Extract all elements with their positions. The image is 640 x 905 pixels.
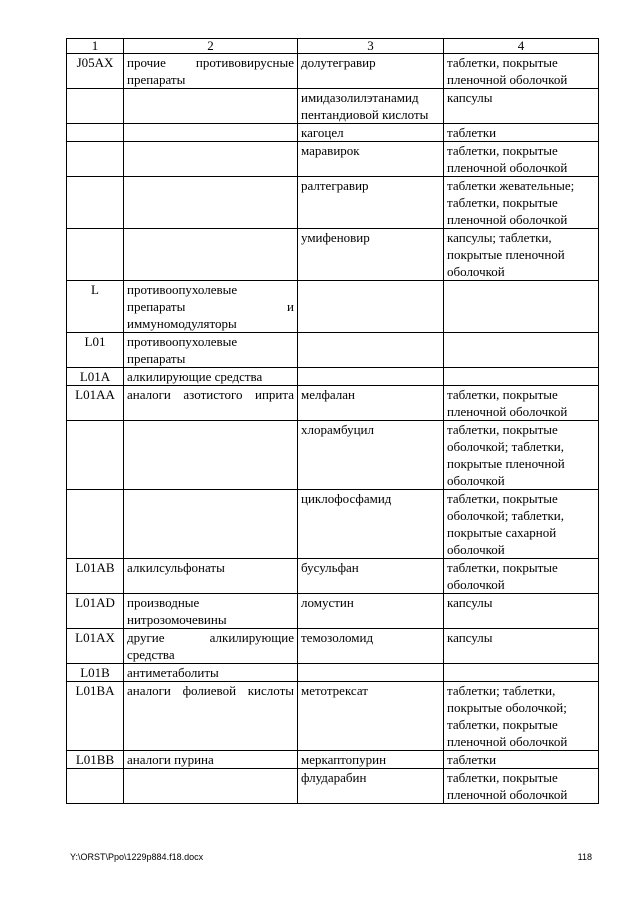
table-row <box>67 386 599 421</box>
dosage-form-cell <box>444 664 599 682</box>
drug-name-cell: темозоломид <box>298 629 444 664</box>
column-header-4: 4 <box>444 39 599 54</box>
table-row <box>67 490 599 559</box>
footer-file-path: Y:\ORST\Ppo\1229p884.f18.docx <box>70 852 204 862</box>
dosage-form-cell: таблетки, покрытые пленочной оболочкой <box>444 386 599 421</box>
drug-name-cell: маравирок <box>298 142 444 177</box>
column-header-1: 1 <box>67 39 124 54</box>
table-row <box>67 664 599 682</box>
atc-code-cell: J05AX <box>67 54 124 89</box>
group-name-cell: другие алкилирующие средства <box>124 629 298 664</box>
atc-code-cell <box>67 142 124 177</box>
group-name-cell: противоопухолевые препараты и иммуномодуляторы <box>124 281 298 333</box>
table-row <box>67 124 599 142</box>
table-row <box>67 177 599 229</box>
table-row <box>67 769 599 804</box>
atc-code-cell: L01AA <box>67 386 124 421</box>
table-row <box>67 559 599 594</box>
drug-name-cell: умифеновир <box>298 229 444 281</box>
table-row <box>67 368 599 386</box>
drug-list-table <box>66 38 599 804</box>
group-name-cell: прочие противовирусные препараты <box>124 54 298 89</box>
table-row <box>67 281 599 333</box>
drug-name-cell: меркаптопурин <box>298 751 444 769</box>
drug-name-cell <box>298 333 444 368</box>
group-name-cell: аналоги пурина <box>124 751 298 769</box>
dosage-form-cell: таблетки <box>444 751 599 769</box>
dosage-form-cell: таблетки, покрытые оболочкой; таблетки, покрытые пленочной оболочкой <box>444 421 599 490</box>
table-row <box>67 333 599 368</box>
drug-name-cell: долутегравир <box>298 54 444 89</box>
table-row <box>67 229 599 281</box>
group-name-cell <box>124 124 298 142</box>
drug-name-cell: циклофосфамид <box>298 490 444 559</box>
atc-code-cell: L <box>67 281 124 333</box>
drug-name-cell <box>298 664 444 682</box>
atc-code-cell <box>67 490 124 559</box>
group-name-cell: производные нитрозомочевины <box>124 594 298 629</box>
dosage-form-cell: таблетки, покрытые пленочной оболочкой <box>444 142 599 177</box>
drug-name-cell: бусульфан <box>298 559 444 594</box>
dosage-form-cell: капсулы <box>444 629 599 664</box>
footer-page-number: 118 <box>577 852 592 862</box>
table-body <box>67 54 599 804</box>
table-row <box>67 142 599 177</box>
group-name-cell <box>124 177 298 229</box>
group-name-cell <box>124 421 298 490</box>
atc-code-cell: L01AB <box>67 559 124 594</box>
group-name-cell: алкилирующие средства <box>124 368 298 386</box>
atc-code-cell <box>67 421 124 490</box>
dosage-form-cell <box>444 281 599 333</box>
group-name-cell: противоопухолевые препараты <box>124 333 298 368</box>
drug-name-cell <box>298 368 444 386</box>
dosage-form-cell: капсулы <box>444 89 599 124</box>
dosage-form-cell: таблетки <box>444 124 599 142</box>
group-name-cell <box>124 769 298 804</box>
drug-name-cell: мелфалан <box>298 386 444 421</box>
dosage-form-cell: таблетки; таблетки, покрытые оболочкой; таблетки, покрытые пленочной оболочкой <box>444 682 599 751</box>
dosage-form-cell: капсулы; таблетки, покрытые пленочной оболочкой <box>444 229 599 281</box>
dosage-form-cell: капсулы <box>444 594 599 629</box>
column-header-3: 3 <box>298 39 444 54</box>
drug-name-cell: ломустин <box>298 594 444 629</box>
drug-name-cell: имидазолилэтанамид пентандиовой кислоты <box>298 89 444 124</box>
table-row <box>67 629 599 664</box>
atc-code-cell: L01AD <box>67 594 124 629</box>
group-name-cell: аналоги азотистого иприта <box>124 386 298 421</box>
atc-code-cell: L01AX <box>67 629 124 664</box>
atc-code-cell: L01BA <box>67 682 124 751</box>
group-name-cell <box>124 490 298 559</box>
table-row <box>67 594 599 629</box>
table-row <box>67 421 599 490</box>
drug-name-cell: хлорамбуцил <box>298 421 444 490</box>
table-header-row <box>67 39 599 54</box>
group-name-cell <box>124 142 298 177</box>
atc-code-cell <box>67 124 124 142</box>
atc-code-cell: L01 <box>67 333 124 368</box>
atc-code-cell <box>67 769 124 804</box>
atc-code-cell <box>67 89 124 124</box>
atc-code-cell: L01A <box>67 368 124 386</box>
dosage-form-cell: таблетки, покрытые оболочкой; таблетки, покрытые сахарной оболочкой <box>444 490 599 559</box>
drug-name-cell: метотрексат <box>298 682 444 751</box>
dosage-form-cell <box>444 333 599 368</box>
group-name-cell: антиметаболиты <box>124 664 298 682</box>
dosage-form-cell <box>444 368 599 386</box>
group-name-cell: алкилсульфонаты <box>124 559 298 594</box>
group-name-cell: аналоги фолиевой кислоты <box>124 682 298 751</box>
column-header-2: 2 <box>124 39 298 54</box>
dosage-form-cell: таблетки жевательные; таблетки, покрытые пленочной оболочкой <box>444 177 599 229</box>
atc-code-cell <box>67 177 124 229</box>
drug-name-cell: флударабин <box>298 769 444 804</box>
group-name-cell <box>124 229 298 281</box>
atc-code-cell <box>67 229 124 281</box>
dosage-form-cell: таблетки, покрытые оболочкой <box>444 559 599 594</box>
atc-code-cell: L01B <box>67 664 124 682</box>
group-name-cell <box>124 89 298 124</box>
table-row <box>67 89 599 124</box>
table-row <box>67 54 599 89</box>
drug-name-cell <box>298 281 444 333</box>
dosage-form-cell: таблетки, покрытые пленочной оболочкой <box>444 769 599 804</box>
drug-name-cell: ралтегравир <box>298 177 444 229</box>
table-row <box>67 682 599 751</box>
table-row <box>67 751 599 769</box>
dosage-form-cell: таблетки, покрытые пленочной оболочкой <box>444 54 599 89</box>
drug-name-cell: кагоцел <box>298 124 444 142</box>
atc-code-cell: L01BB <box>67 751 124 769</box>
